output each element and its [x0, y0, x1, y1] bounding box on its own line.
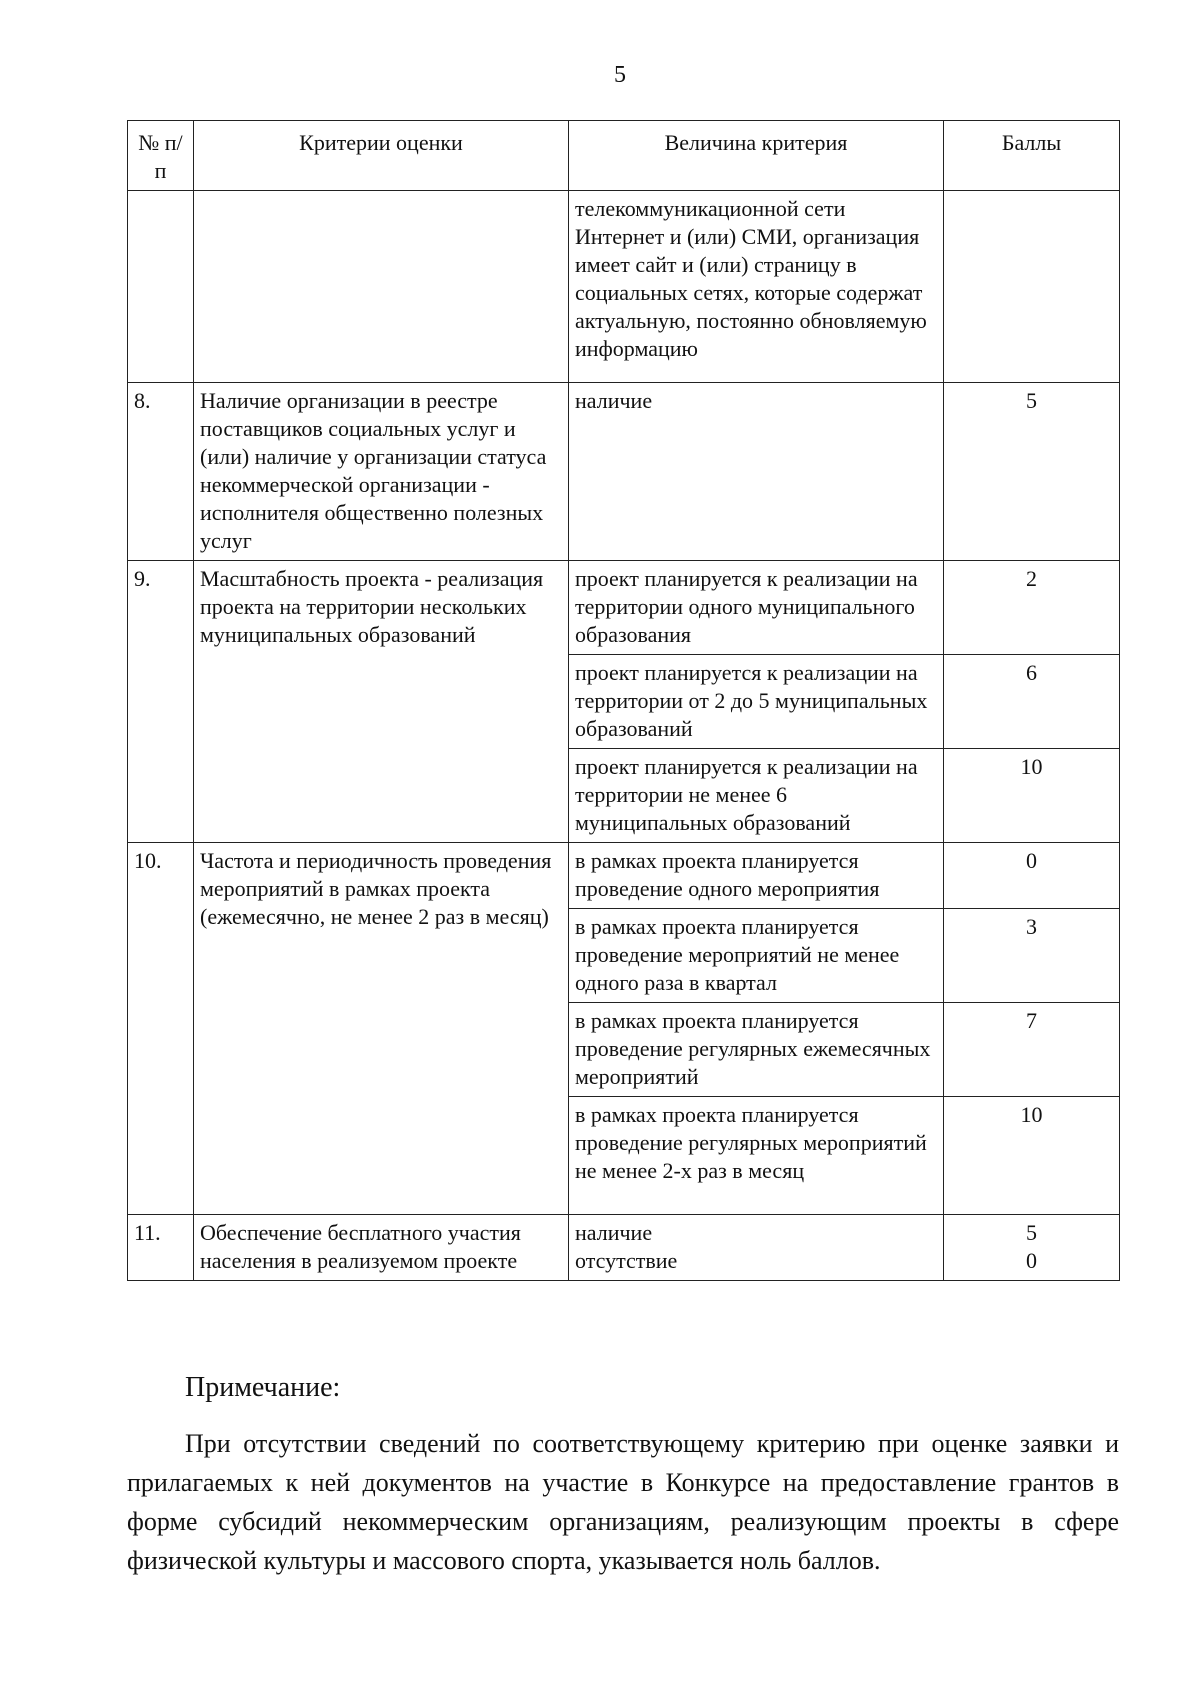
table-header-row	[128, 121, 1120, 191]
cell-value: проект планируется к реализации на территории одного муниципального образования	[569, 561, 944, 655]
header-score: Баллы	[944, 121, 1120, 191]
cell-criterion: Обеспечение бесплатного участия населения в реализуемом проекте	[194, 1215, 569, 1281]
header-value: Величина критерия	[569, 121, 944, 191]
cell-value: проект планируется к реализации на территории от 2 до 5 муниципальных образований	[569, 655, 944, 749]
cell-criterion: Масштабность проекта - реализация проекта на территории нескольких муниципальных образований	[194, 561, 569, 843]
cell-value: проект планируется к реализации на территории не менее 6 муниципальных образований	[569, 749, 944, 843]
cell-criterion: Частота и периодичность проведения мероприятий в рамках проекта (ежемесячно, не менее 2 раз в месяц)	[194, 843, 569, 1215]
cell-score	[944, 1215, 1120, 1281]
cell-score: 2	[944, 561, 1120, 655]
value-line: отсутствие	[575, 1248, 678, 1273]
cell-number: 9.	[128, 561, 194, 843]
cell-value: в рамках проекта планируется проведение одного мероприятия	[569, 843, 944, 909]
table-row-10	[128, 843, 1120, 909]
header-number: № п/п	[128, 121, 194, 191]
cell-criterion: Наличие организации в реестре поставщиков социальных услуг и (или) наличие у организации статуса некоммерческой организации - исполнителя общественно полезных услуг	[194, 383, 569, 561]
cell-value: в рамках проекта планируется проведение регулярных мероприятий не менее 2-х раз в месяц	[569, 1097, 944, 1215]
cell-score: 3	[944, 909, 1120, 1003]
cell-number: 10.	[128, 843, 194, 1215]
cell-score: 6	[944, 655, 1120, 749]
note-text: При отсутствии сведений по соответствующему критерию при оценке заявки и прилагаемых к ней документов на участие в Конкурсе на предоставление грантов в форме субсидий некоммерческим организациям, реализующим проекты в сфере физической культуры и массового спорта, указывается ноль баллов.	[127, 1429, 1119, 1575]
cell-value: в рамках проекта планируется проведение регулярных ежемесячных мероприятий	[569, 1003, 944, 1097]
table-row-continuation	[128, 191, 1120, 383]
table-row-9	[128, 561, 1120, 655]
score-line: 5	[1026, 1220, 1037, 1245]
cell-number	[128, 191, 194, 383]
cell-number: 8.	[128, 383, 194, 561]
note-title: Примечание:	[185, 1372, 341, 1403]
header-criterion: Критерии оценки	[194, 121, 569, 191]
cell-score	[944, 191, 1120, 383]
cell-value: телекоммуникационной сети Интернет и (или) СМИ, организация имеет сайт и (или) страницу в социальных сетях, которые содержат актуальную, постоянно обновляемую информацию	[569, 191, 944, 383]
cell-score: 10	[944, 749, 1120, 843]
table-row-8	[128, 383, 1120, 561]
value-line: наличие	[575, 1220, 653, 1245]
cell-value: наличие	[569, 383, 944, 561]
criteria-table	[127, 120, 1120, 1281]
cell-criterion	[194, 191, 569, 383]
cell-value: в рамках проекта планируется проведение мероприятий не менее одного раза в квартал	[569, 909, 944, 1003]
cell-score: 0	[944, 843, 1120, 909]
cell-value	[569, 1215, 944, 1281]
page-number: 5	[614, 62, 626, 88]
score-line: 0	[1026, 1248, 1037, 1273]
cell-score: 10	[944, 1097, 1120, 1215]
cell-number: 11.	[128, 1215, 194, 1281]
cell-score: 5	[944, 383, 1120, 561]
table-row-11	[128, 1215, 1120, 1281]
cell-score: 7	[944, 1003, 1120, 1097]
